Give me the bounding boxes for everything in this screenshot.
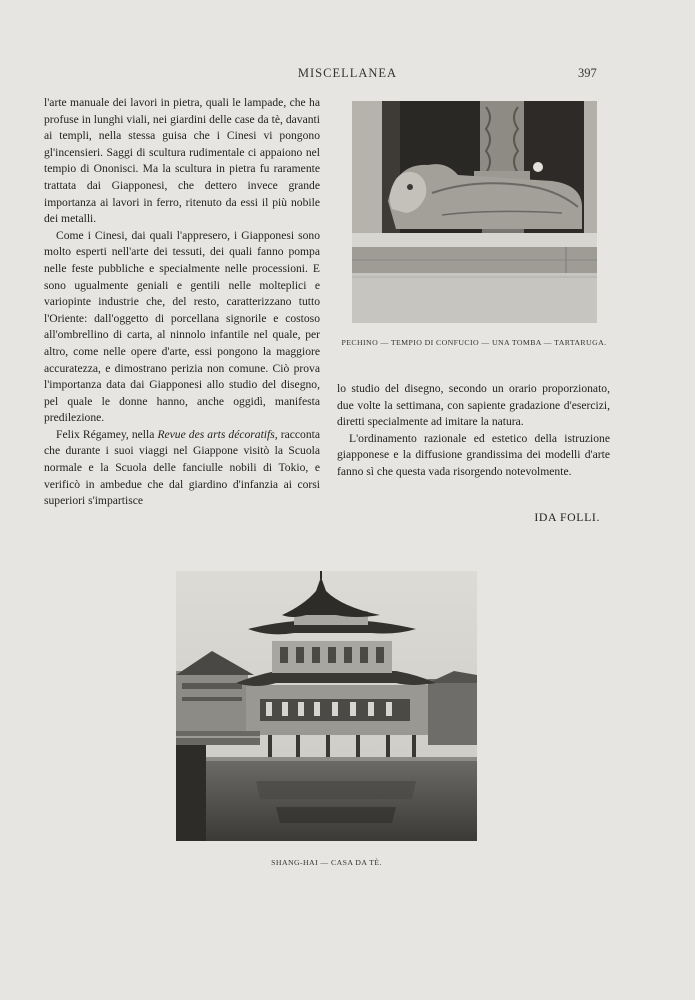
- figure-1-caption: PECHINO — TEMPIO DI CONFUCIO — UNA TOMBA — TARTARUGA.: [341, 338, 607, 347]
- paragraph-2: Come i Cinesi, dai quali l'appresero, i Giapponesi sono molto esperti nell'arte dei tessuti, dei quali fanno pompa nelle feste pubbliche e specialmente nelle processioni. E sono ugualmente geniali e gentili nelle molteplici e variopinte industrie che, del resto, caratterizzano tutto l'Oriente: dall'oggetto di porcellana signorile e costoso all'ombrellino di carta, al ninnolo infantile nel quale, per altro, come nelle opere d'arte, essi pongono la maggiore accuratezza, e dimostrano perizia non comune. Ciò prova l'importanza data dai Giapponesi allo studio del disegno, pel quale le donne hanno, anche oggidì, manifesta predilezione.: [44, 228, 320, 425]
- author-signature: IDA FOLLI.: [534, 510, 600, 524]
- paragraph-5: L'ordinamento razionale ed estetico della istruzione giapponese e la diffusione grandissima dei modelli d'arte fanno sì che questa vada risorgendo notevolmente.: [337, 431, 610, 478]
- figure-2-caption: SHANG-HAI — CASA DA TÈ.: [271, 858, 382, 867]
- paragraph-3-rest: racconta che durante i suoi viaggi nel Giappone visitò la Scuola normale e la Scuola delle fanciulle nobili di Tokio, e verificò in ambedue che dal giardino d'infanzia ai corsi superiori s'impartisce: [44, 427, 320, 508]
- paragraph-4: lo studio del disegno, secondo un orario proporzionato, due volte la settimana, con sapiente gradazione d'esercizi, diretti specialmente ad imitare la natura.: [337, 382, 610, 429]
- running-header: MISCELLANEA: [297, 66, 398, 80]
- photo-confucius-tomb-tortoise: [352, 101, 597, 323]
- right-column: [337, 381, 610, 481]
- photo-shanghai-tea-house: [176, 571, 477, 841]
- paragraph-1: l'arte manuale dei lavori in pietra, quali le lampade, che ha profuse in lunghi viali, nei giardini delle case da tè, davanti ai templi, nella stessa guisa che i Cinesi vi pongono gl'incensieri. Saggi di scultura rudimentale ci appaiono nel tempio di Ononisci. Ma la scultura in pietra fu raramente trattata dai Giapponesi, che dettero invece grande importanza ai lavori in ferro, ritenuto da essi il più nobile dei metalli.: [44, 96, 320, 226]
- left-column: [44, 95, 320, 510]
- page-number: 397: [578, 66, 597, 80]
- paragraph-3: [44, 427, 320, 510]
- paragraph-3-start: Felix Régamey, nella: [56, 427, 158, 441]
- journal-title: Revue des arts décoratifs,: [157, 427, 278, 441]
